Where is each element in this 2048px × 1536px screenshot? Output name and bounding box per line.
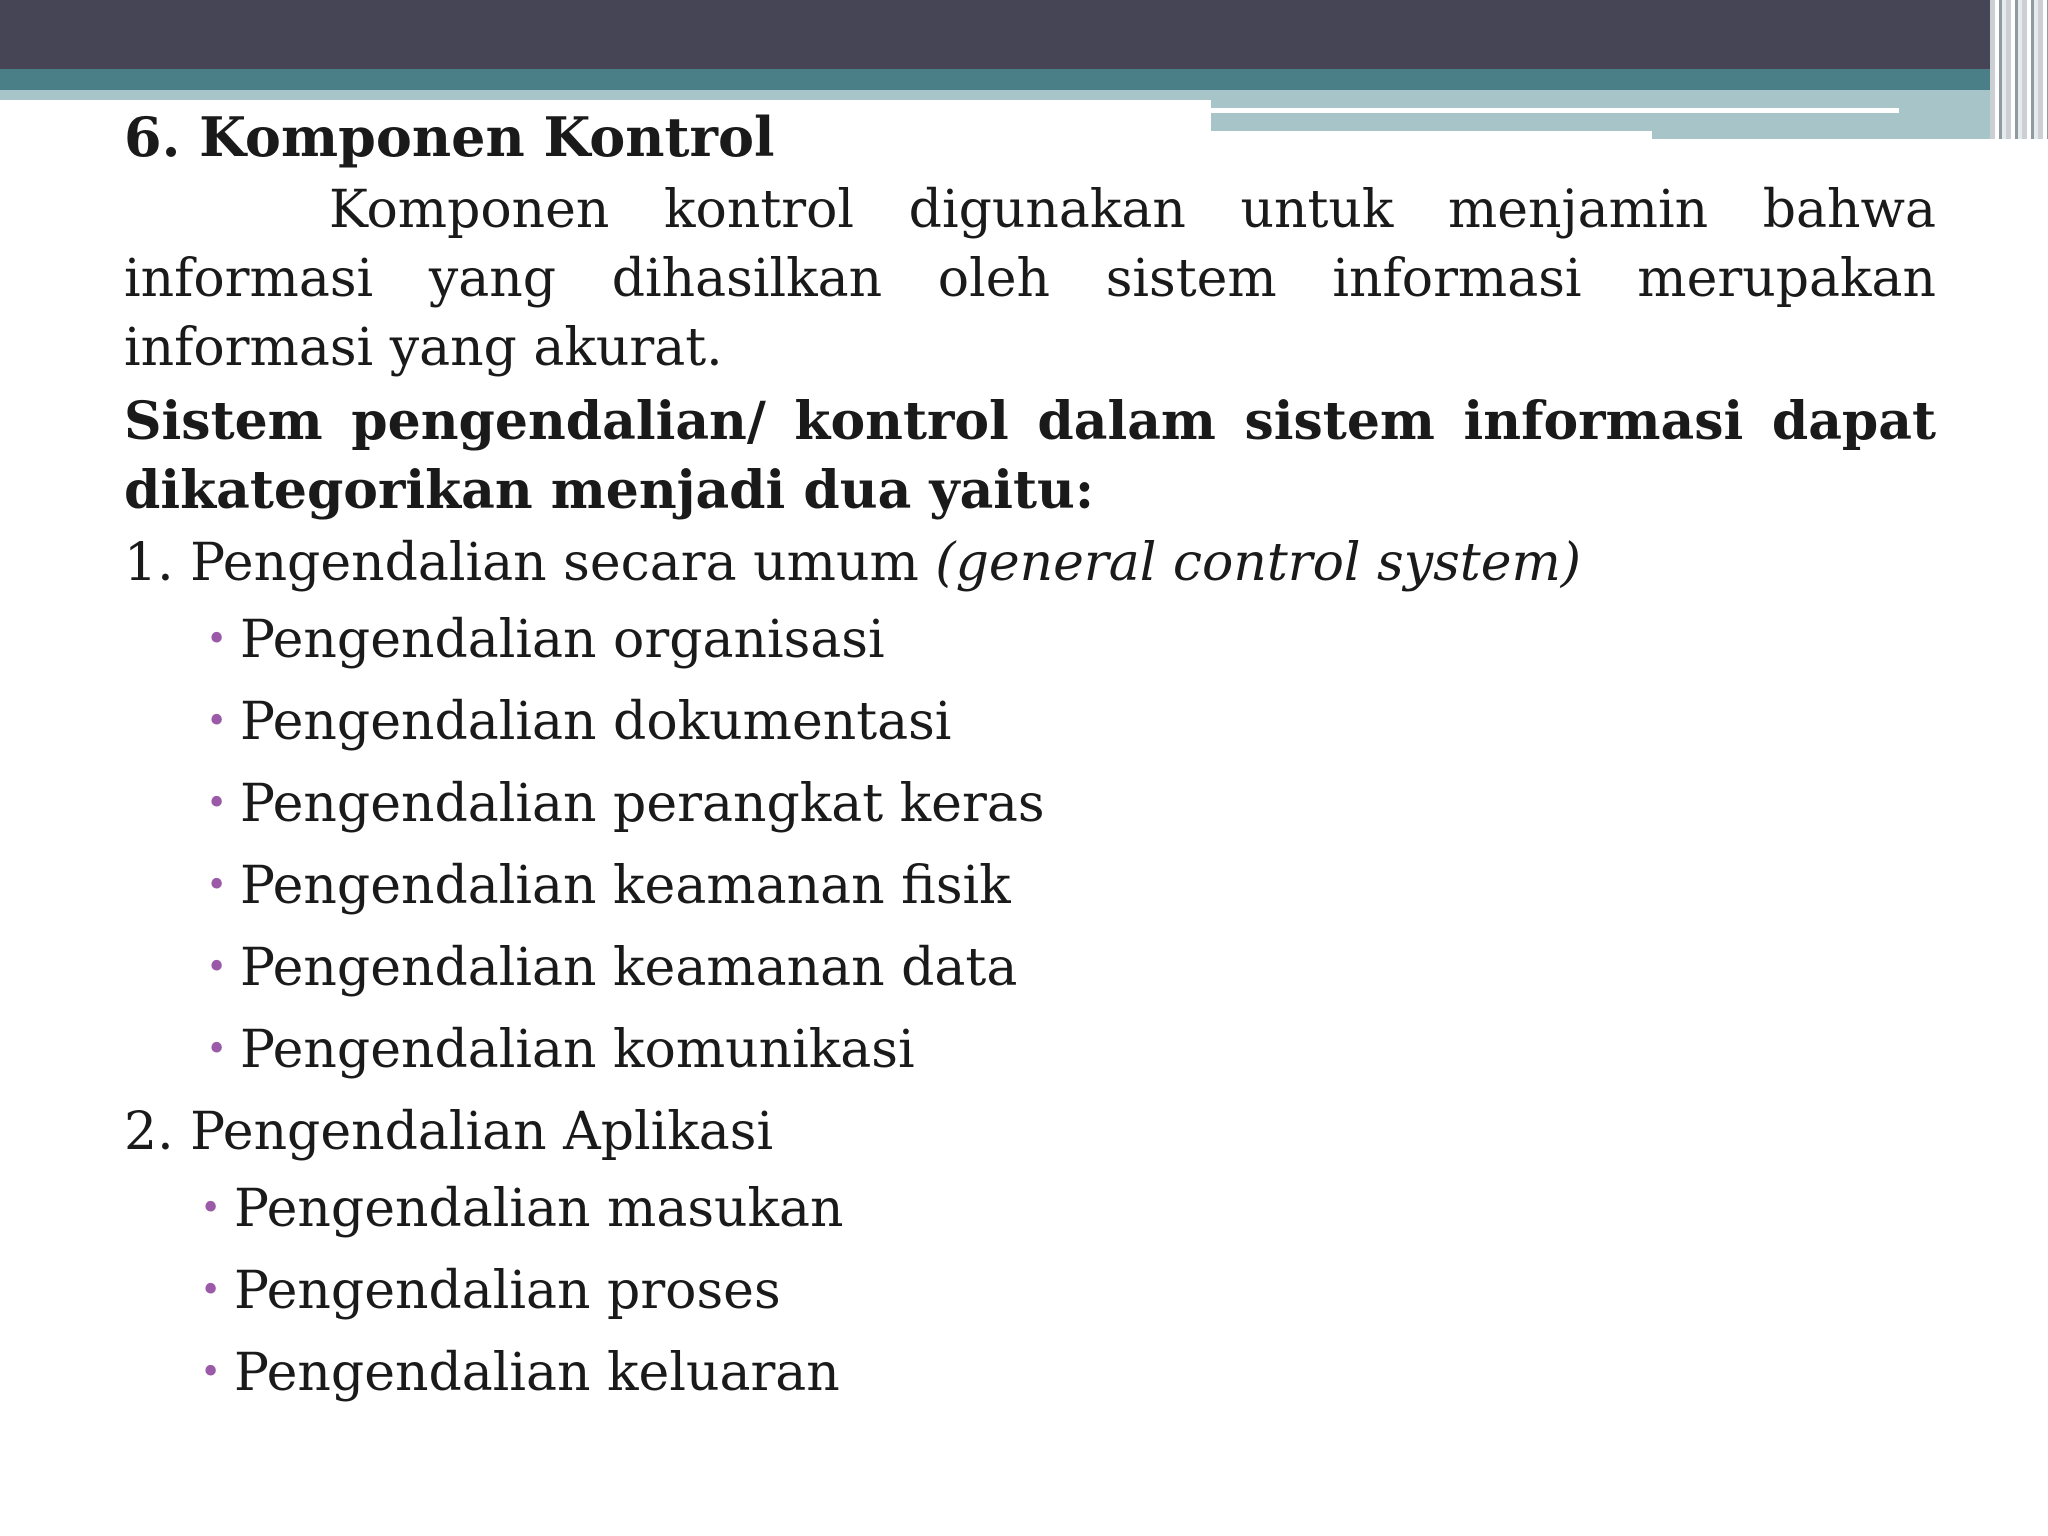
list-item <box>200 1171 1936 1253</box>
bullet-icon: • <box>206 701 228 742</box>
list-item <box>200 1335 1936 1417</box>
list-item-label: Pengendalian organisasi <box>240 610 885 670</box>
list-item-label: Pengendalian komunikasi <box>240 1020 915 1080</box>
list-item <box>200 1253 1936 1335</box>
list-item-label: Pengendalian keamanan fisik <box>240 856 1011 916</box>
group-1-heading <box>124 525 1936 602</box>
list-item-label: Pengendalian masukan <box>234 1179 844 1239</box>
category-statement: Sistem pengendalian/ kontrol dalam sistem informasi dapat dikategorikan menjadi dua yaitu: <box>124 391 1936 521</box>
list-item-label: Pengendalian keluaran <box>234 1343 840 1403</box>
bullet-icon: • <box>206 865 228 906</box>
header-stripes-decoration <box>1990 0 2048 139</box>
list-item <box>206 766 1936 848</box>
header-band-teal <box>0 69 2048 90</box>
list-item <box>206 684 1936 766</box>
group-1-heading-italic: (general control system) <box>935 533 1582 593</box>
bullet-icon: • <box>200 1188 222 1229</box>
header-band-dark <box>0 0 2048 69</box>
slide-content <box>124 98 1936 1417</box>
group-1-heading-text: 1. Pengendalian secara umum <box>124 533 936 593</box>
list-item <box>206 930 1936 1012</box>
list-item <box>206 1012 1936 1094</box>
list-item-label: Pengendalian keamanan data <box>240 938 1018 998</box>
slide-title: 6. Komponen Kontrol <box>124 105 775 169</box>
bullet-icon: • <box>200 1270 222 1311</box>
group-2-heading: 2. Pengendalian Aplikasi <box>124 1102 774 1162</box>
bullet-icon: • <box>200 1352 222 1393</box>
bullet-icon: • <box>206 1029 228 1070</box>
bullet-icon: • <box>206 947 228 988</box>
group-1-list <box>124 602 1936 1094</box>
list-item-label: Pengendalian perangkat keras <box>240 774 1045 834</box>
intro-paragraph: Komponen kontrol digunakan untuk menjamin bahwa informasi yang dihasilkan oleh sistem informasi merupakan informasi yang akurat. <box>124 180 1936 378</box>
group-2-list <box>124 1171 1936 1417</box>
list-item <box>206 848 1936 930</box>
list-item-label: Pengendalian dokumentasi <box>240 692 952 752</box>
bullet-icon: • <box>206 619 228 660</box>
list-item-label: Pengendalian proses <box>234 1261 781 1321</box>
bullet-icon: • <box>206 783 228 824</box>
list-item <box>206 602 1936 684</box>
